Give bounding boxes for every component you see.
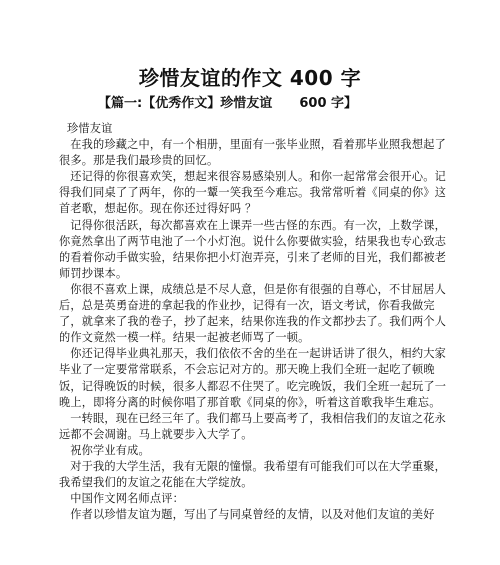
document-subtitle: 【篇一:【优秀作文】珍惜友谊 600 字】 bbox=[98, 96, 358, 111]
paragraph: 对于我的大学生活，我有无限的憧憬。我希望有可能我们可以在大学重聚，我希望我们的友谊之花能在大学绽放。 bbox=[59, 459, 446, 490]
document-title: 珍惜友谊的作文 400 字 bbox=[138, 66, 362, 90]
paragraph: 中国作文网名师点评： bbox=[70, 492, 185, 506]
paragraph-heading: 珍惜友谊 bbox=[67, 122, 113, 135]
paragraph: 祝你学业有成。 bbox=[70, 443, 150, 457]
paragraph: 你还记得毕业典礼那天，我们依依不舍的坐在一起讲话讲了很久，相约大家毕业了一定要常常联系，不会忘记对方的。那天晚上我们全班一起吃了顿晚饭，记得晚饭的时候，很多人都忍不住哭了。吃完晚饭，我们全班一起玩了一晚上，即将分离的时候你唱了那首歌《同桌的你》，听着这首歌我毕生难忘。 bbox=[59, 347, 447, 409]
paragraph: 一转眼，现在已经三年了。我们都马上要高考了，我相信我们的友谊之花永远都不会凋谢。马上就要步入大学了。 bbox=[59, 411, 446, 441]
paragraph: 还记得的你很喜欢笑，想起来很容易感染别人。和你一起常常会很开心。记得我们同桌了了两年，你的一颦一笑我至今难忘。我常常听着《同桌的你》这首老歌，想起你。现在你还过得好吗 ？ bbox=[59, 170, 447, 216]
paragraph: 作者以珍惜友谊为题，写出了与同桌曾经的友情，以及对他们友谊的美好 bbox=[70, 508, 435, 522]
paragraph: 在我的珍藏之中，有一个相册，里面有一张毕业照，看着那毕业照我想起了很多。那是我们最珍贵的回忆。 bbox=[59, 138, 446, 168]
paragraph: 记得你很活跃，每次都喜欢在上课弄一些古怪的东西。有一次，上数学课，你竟然拿出了两节电池了一个小灯泡。说什么你要做实验，结果我也专心致志的看着你动手做实验，结果你把小灯泡弄亮，引来了老师的目光，我们都被老师罚抄课本。 bbox=[59, 218, 447, 280]
document-body bbox=[59, 121, 454, 523]
paragraph: 你很不喜欢上课，成绩总是不尽人意，但是你有很强的自尊心，不甘屈居人后，总是英勇奋进的拿起我的作业抄，记得有一次，语文考试，你看我做完了，就拿来了我的卷子，抄了起来，结果你连我的作文都抄去了。我们两个人的作文竟然一模一样。结果一起被老师骂了一顿。 bbox=[59, 282, 447, 345]
